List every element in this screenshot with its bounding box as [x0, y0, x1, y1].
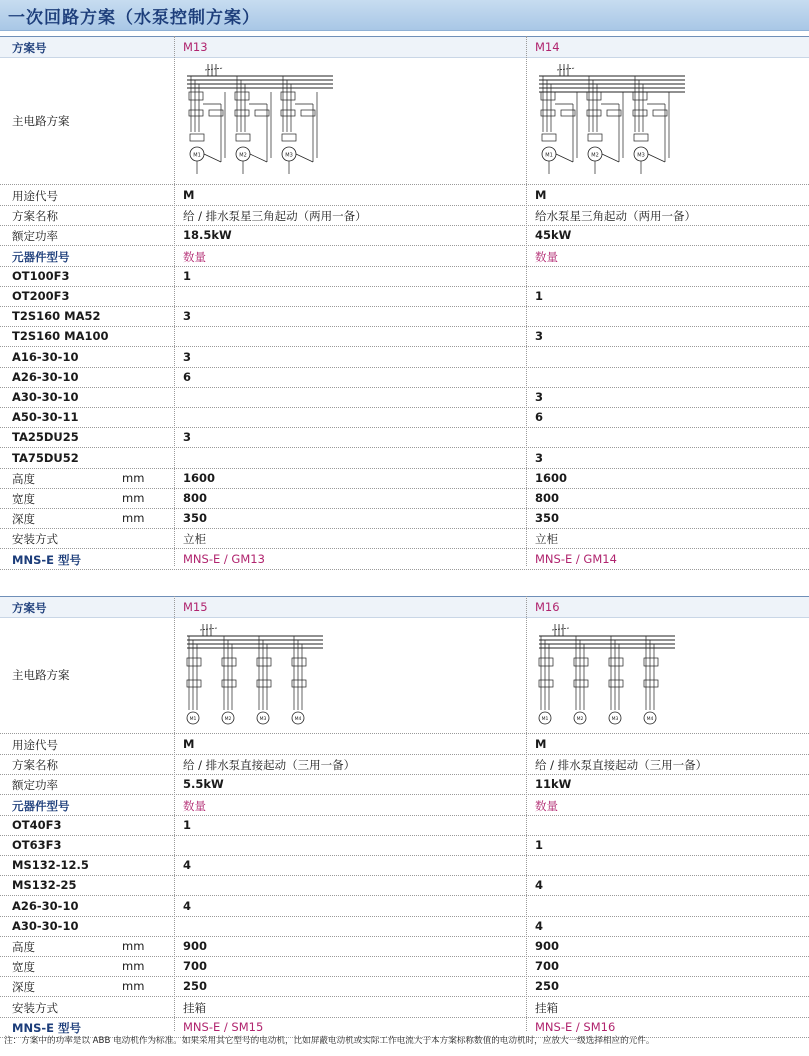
- quantity-value: 6: [183, 369, 192, 384]
- quantity-value: 1: [535, 838, 544, 852]
- quantity-value: 4: [183, 858, 192, 873]
- install-value: 挂箱: [183, 1000, 206, 1015]
- relay-symbol: [634, 134, 648, 141]
- component-row: [0, 855, 809, 876]
- height-label: 高度: [12, 940, 35, 954]
- depth-value: 250: [535, 979, 560, 994]
- component-row: [0, 266, 809, 287]
- mns-model-row: [0, 549, 809, 570]
- quantity-value: 3: [535, 390, 544, 404]
- quantity-label: 数量: [183, 798, 206, 813]
- scheme-name-value: 给水泵星三角起动（两用一备）: [535, 209, 696, 224]
- depth-label: 深度: [12, 980, 35, 995]
- quantity-value: 1: [183, 817, 192, 832]
- mns-model-value: MNS-E / SM16: [535, 1019, 616, 1034]
- height-label: 高度: [12, 471, 35, 486]
- depth-value: 350: [535, 511, 560, 526]
- scheme-m14: M14: [535, 40, 560, 54]
- quantity-value: 1: [535, 289, 544, 303]
- component-model: OT40F3: [12, 817, 62, 832]
- column-divider: [174, 596, 175, 1031]
- circuit-diagram-m16: [535, 622, 685, 730]
- component-row: [0, 448, 809, 469]
- motor-label: M4: [646, 717, 654, 722]
- motor-label: M1: [189, 717, 197, 722]
- component-model: OT200F3: [12, 289, 70, 303]
- relay-symbol: [190, 134, 204, 141]
- relay-symbol: [236, 134, 250, 141]
- install-method-row: [0, 997, 809, 1018]
- unit-label: mm: [122, 979, 145, 994]
- switch-link: [552, 628, 569, 630]
- circuit-diagram-m13: [183, 62, 343, 182]
- width-label: 宽度: [12, 960, 35, 975]
- scheme-name-value: 给 / 排水泵直接起动（三用一备）: [535, 758, 708, 773]
- component-row: [0, 367, 809, 388]
- component-model: TA25DU25: [12, 430, 79, 445]
- main-circuit-row: [0, 57, 809, 185]
- component-row: [0, 815, 809, 836]
- relay-symbol: [588, 134, 602, 141]
- scheme-name-row: [0, 205, 809, 226]
- component-row: [0, 407, 809, 428]
- component-row: [0, 835, 809, 856]
- component-model: A26-30-10: [12, 369, 79, 384]
- rated-power-label: 额定功率: [12, 229, 58, 244]
- width-row: [0, 956, 809, 977]
- quantity-label: 数量: [535, 798, 558, 813]
- usage-value: M: [535, 188, 547, 202]
- circuit-diagram-m15: [183, 622, 333, 730]
- motor-lead: [602, 154, 619, 162]
- power-value: 18.5kW: [183, 228, 232, 243]
- component-model: OT100F3: [12, 268, 70, 283]
- quantity-value: 3: [183, 349, 192, 364]
- component-header-row: [0, 246, 809, 267]
- switch-link: [200, 628, 217, 630]
- width-value: 800: [183, 491, 208, 505]
- scheme-name-value: 给 / 排水泵直接起动（三用一备）: [183, 758, 356, 773]
- component-model: A30-30-10: [12, 918, 79, 933]
- scheme-name-label: 方案名称: [12, 209, 58, 224]
- main-circuit-row: [0, 617, 809, 734]
- footnote: 注：方案中的功率是以 ABB 电动机作为标准。如果采用其它型号的电动机，比如屏蔽电动机或实际工作电流大于本方案标称数值的电动机时，应放大一级选择相应的元件。: [4, 1036, 655, 1046]
- scheme-m13: M13: [183, 40, 208, 54]
- power-value: 45kW: [535, 228, 572, 243]
- quantity-value: 4: [535, 878, 544, 893]
- scheme-no-label: 方案号: [12, 41, 47, 55]
- usage-value: M: [183, 188, 195, 202]
- power-value: 5.5kW: [183, 777, 224, 792]
- install-value: 挂箱: [535, 1000, 558, 1015]
- height-value: 1600: [535, 470, 568, 485]
- component-model-label: 元器件型号: [12, 249, 70, 264]
- motor-label: M3: [611, 717, 619, 722]
- height-row: [0, 468, 809, 489]
- main-circuit-label: 主电路方案: [12, 114, 70, 128]
- mns-model-label: MNS-E 型号: [12, 1020, 81, 1035]
- motor-label: M2: [239, 152, 247, 159]
- height-value: 1600: [183, 470, 216, 485]
- motor-label: M3: [259, 717, 267, 722]
- motor-label: M3: [637, 152, 645, 159]
- depth-row: [0, 976, 809, 997]
- component-model: A16-30-10: [12, 349, 79, 364]
- page-title: 一次回路方案（水泵控制方案）: [8, 8, 260, 28]
- motor-label: M3: [285, 152, 293, 159]
- component-model: T2S160 MA100: [12, 329, 109, 344]
- column-divider: [174, 36, 175, 566]
- width-label: 宽度: [12, 492, 35, 506]
- motor-lead: [556, 154, 573, 162]
- usage-value: M: [535, 737, 547, 751]
- motor-label: M1: [541, 717, 549, 722]
- depth-value: 350: [183, 511, 208, 526]
- depth-label: 深度: [12, 512, 35, 527]
- column-divider: [526, 36, 527, 566]
- usage-code-row: [0, 185, 809, 206]
- mns-model-value: MNS-E / GM14: [535, 551, 617, 566]
- usage-value: M: [183, 737, 195, 751]
- component-row: [0, 286, 809, 307]
- title-bar: [0, 0, 809, 31]
- component-model: T2S160 MA52: [12, 309, 101, 324]
- quantity-value: 4: [183, 898, 192, 913]
- height-value: 900: [183, 939, 208, 953]
- rated-power-row: [0, 225, 809, 246]
- scheme-name-value: 给 / 排水泵星三角起动（两用一备）: [183, 209, 367, 224]
- component-row: [0, 427, 809, 448]
- install-value: 立柜: [183, 532, 206, 547]
- width-value: 700: [183, 959, 208, 974]
- rated-power-label: 额定功率: [12, 778, 58, 793]
- motor-label: M1: [193, 152, 201, 159]
- unit-label: mm: [122, 959, 145, 974]
- scheme-header-row: [0, 596, 809, 618]
- height-row: [0, 936, 809, 957]
- scheme-no-label: 方案号: [12, 601, 47, 615]
- scheme-header-row: [0, 36, 809, 58]
- relay-symbol: [282, 134, 296, 141]
- motor-label: M2: [576, 717, 584, 722]
- height-value: 900: [535, 939, 560, 953]
- component-row: [0, 916, 809, 937]
- relay-symbol: [542, 134, 556, 141]
- scheme-m15: M15: [183, 600, 208, 614]
- unit-label: mm: [122, 939, 145, 953]
- unit-label: mm: [122, 470, 145, 485]
- component-row: [0, 326, 809, 347]
- usage-code-label: 用途代号: [12, 738, 58, 752]
- component-row: [0, 896, 809, 917]
- width-value: 700: [535, 959, 560, 974]
- main-circuit-label: 主电路方案: [12, 668, 70, 682]
- component-model: OT63F3: [12, 838, 62, 852]
- component-model: A50-30-11: [12, 410, 79, 425]
- quantity-value: 3: [183, 309, 192, 324]
- mns-model-label: MNS-E 型号: [12, 552, 81, 567]
- component-row: [0, 347, 809, 368]
- quantity-value: 4: [535, 918, 544, 933]
- motor-label: M4: [294, 717, 302, 722]
- depth-value: 250: [183, 979, 208, 994]
- motor-lead: [296, 154, 313, 162]
- install-method-label: 安装方式: [12, 532, 58, 547]
- width-row: [0, 488, 809, 509]
- quantity-value: 3: [535, 450, 544, 465]
- mns-model-value: MNS-E / GM13: [183, 551, 265, 566]
- power-value: 11kW: [535, 777, 572, 792]
- motor-lead: [204, 154, 221, 162]
- component-model: A30-30-10: [12, 390, 79, 404]
- unit-label: mm: [122, 491, 145, 505]
- scheme-name-label: 方案名称: [12, 758, 58, 773]
- circuit-diagram-m14: [535, 62, 695, 182]
- column-divider: [526, 596, 527, 1031]
- component-row: [0, 387, 809, 408]
- motor-lead: [250, 154, 267, 162]
- install-method-row: [0, 528, 809, 549]
- component-model: MS132-12.5: [12, 858, 89, 873]
- scheme-name-row: [0, 754, 809, 775]
- rated-power-row: [0, 774, 809, 795]
- component-header-row: [0, 795, 809, 816]
- component-model: MS132-25: [12, 878, 77, 893]
- mns-model-value: MNS-E / SM15: [183, 1019, 264, 1034]
- quantity-value: 1: [183, 268, 192, 283]
- motor-lead: [648, 154, 665, 162]
- component-row: [0, 875, 809, 896]
- quantity-value: 3: [535, 329, 544, 344]
- width-value: 800: [535, 491, 560, 505]
- motor-label: M2: [224, 717, 232, 722]
- install-value: 立柜: [535, 532, 558, 547]
- unit-label: mm: [122, 511, 145, 526]
- usage-code-row: [0, 734, 809, 755]
- motor-label: M1: [545, 152, 553, 159]
- component-row: [0, 306, 809, 327]
- scheme-m16: M16: [535, 600, 560, 614]
- motor-label: M2: [591, 152, 599, 159]
- component-model-label: 元器件型号: [12, 798, 70, 813]
- usage-code-label: 用途代号: [12, 189, 58, 203]
- quantity-label: 数量: [535, 249, 558, 264]
- quantity-value: 3: [183, 430, 192, 445]
- component-model: TA75DU52: [12, 450, 79, 465]
- quantity-value: 6: [535, 410, 544, 425]
- depth-row: [0, 508, 809, 529]
- quantity-label: 数量: [183, 249, 206, 264]
- install-method-label: 安装方式: [12, 1000, 58, 1015]
- component-model: A26-30-10: [12, 898, 79, 913]
